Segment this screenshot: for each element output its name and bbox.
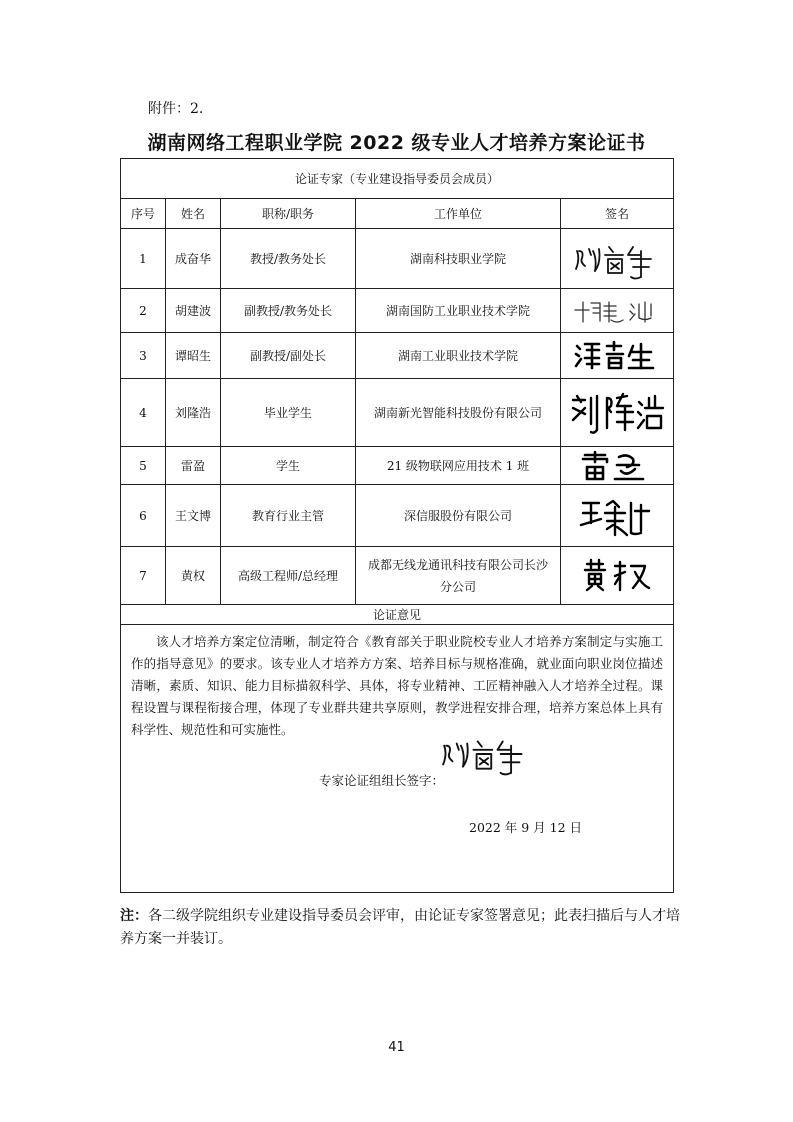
handwritten-signature-icon [577, 449, 657, 483]
signature-cell [561, 547, 674, 605]
row-number: 4 [121, 379, 166, 447]
row-number: 3 [121, 333, 166, 379]
footnote-text: 各二级学院组织专业建设指导委员会评审，由论证专家签署意见；此表扫描后与人才培养方案一并装订。 [120, 908, 680, 947]
handwritten-signature-icon [571, 296, 663, 326]
expert-name: 雷盈 [166, 447, 221, 485]
opinion-text: 该人才培养方案定位清晰，制定符合《教育部关于职业院校专业人才培养方案制定与实施工作的指导意见》的要求。该专业人才培养方方案、培养目标与规格准确，就业面向职业岗位描述清晰，素质、知识、能力目标描叙科学、具体，将专业精神、工匠精神融入人才培养全过程。课程设置与课程衔接合理，体现了专业群共建共享原则，教学进程安排合理，培养方案总体上具有科学性、规范性和可实施性。 [131, 634, 664, 737]
signature-cell [561, 229, 674, 289]
document-title: 湖南网络工程职业学院 2022 级专业人才培养方案论证书 [147, 132, 646, 154]
footnote-label: 注： [120, 908, 148, 924]
row-number: 5 [121, 447, 166, 485]
column-header-no: 序号 [121, 199, 166, 229]
leader-signature-label: 专家论证组组长签字： [319, 773, 445, 788]
column-header-unit: 工作单位 [356, 199, 561, 229]
expert-unit: 21 级物联网应用技术 1 班 [356, 447, 561, 485]
row-number: 2 [121, 289, 166, 333]
expert-name: 成奋华 [166, 229, 221, 289]
handwritten-signature-icon [567, 388, 667, 438]
expert-title: 教育行业主管 [221, 485, 356, 547]
expert-title: 教授/教务处长 [221, 229, 356, 289]
opinion-cell [121, 625, 674, 893]
signature-cell [561, 333, 674, 379]
expert-unit: 湖南新光智能科技股份有限公司 [356, 379, 561, 447]
signature-cell [561, 485, 674, 547]
expert-name: 刘隆浩 [166, 379, 221, 447]
footnote [120, 905, 680, 951]
leader-handwritten-signature-icon [436, 731, 536, 777]
expert-title: 副教授/副处长 [221, 333, 356, 379]
expert-name: 胡建波 [166, 289, 221, 333]
table-row [121, 333, 674, 379]
expert-unit: 湖南国防工业职业技术学院 [356, 289, 561, 333]
handwritten-signature-icon [577, 556, 657, 596]
expert-title: 学生 [221, 447, 356, 485]
table-row [121, 289, 674, 333]
column-header-name: 姓名 [166, 199, 221, 229]
attachment-label: 附件：2. [148, 101, 204, 117]
expert-name: 王文博 [166, 485, 221, 547]
table-row [121, 447, 674, 485]
page-number: 41 [388, 1040, 405, 1055]
opinion-section-title: 论证意见 [121, 605, 674, 625]
expert-name: 黄权 [166, 547, 221, 605]
handwritten-signature-icon [571, 237, 663, 281]
expert-unit: 湖南科技职业学院 [356, 229, 561, 289]
expert-title: 毕业学生 [221, 379, 356, 447]
expert-title: 高级工程师/总经理 [221, 547, 356, 605]
experts-section-title: 论证专家（专业建设指导委员会成员） [121, 159, 674, 199]
signature-cell [561, 289, 674, 333]
table-row [121, 547, 674, 605]
signature-cell [561, 447, 674, 485]
approval-form-table [120, 158, 674, 893]
row-number: 7 [121, 547, 166, 605]
handwritten-signature-icon [577, 493, 657, 539]
column-header-title: 职称/职务 [221, 199, 356, 229]
handwritten-signature-icon [571, 338, 663, 374]
row-number: 6 [121, 485, 166, 547]
signature-cell [561, 379, 674, 447]
table-row [121, 485, 674, 547]
row-number: 1 [121, 229, 166, 289]
table-header-row [121, 199, 674, 229]
expert-unit: 湖南工业职业技术学院 [356, 333, 561, 379]
expert-title: 副教授/教务处长 [221, 289, 356, 333]
expert-unit: 深信服股份有限公司 [356, 485, 561, 547]
sign-date: 2022 年 9 月 12 日 [469, 820, 583, 835]
table-row [121, 379, 674, 447]
column-header-signature: 签名 [561, 199, 674, 229]
table-row [121, 229, 674, 289]
expert-unit: 成都无线龙通讯科技有限公司长沙 分公司 [356, 547, 561, 605]
expert-name: 谭昭生 [166, 333, 221, 379]
